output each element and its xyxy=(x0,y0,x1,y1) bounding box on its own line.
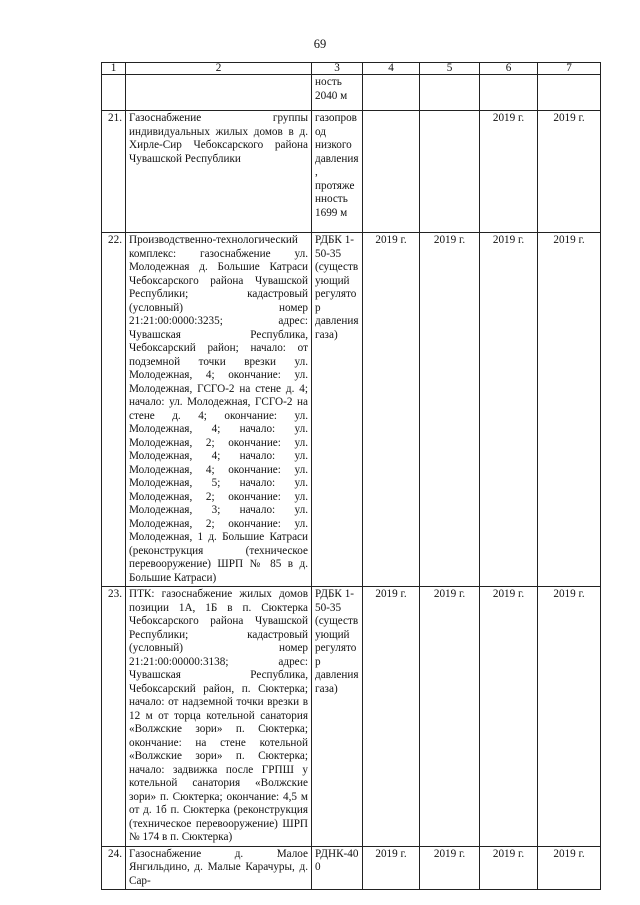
column-header: 6 xyxy=(480,63,538,75)
object-name: ПТК: газоснабжение жилых домов позиции 1А, 1Б в п. Сюктерка Чебоксарского района Чувашской Республики; кадастровый (условный) номер 21:21:00:00000:3138; адрес: Чувашская Республика, Чебоксарский район, п. Сюктерка; начало: от надземной точки врезки в 12 м от торца котельной санатория «Волжские зори» п. Сюктерка; окончание: на стене котельной «Волжские зори» п. Сюктерка; начало: задвижка после ГРПШ у котельной санатория «Волжские зори» п. Сюктерка; окончание: 4,5 м от д. 1б п. Сюктерка (реконструкция (техническое перевооружение) ШРП № 174 в п. Сюктерка) xyxy=(126,587,312,847)
year-col-4: 2019 г. xyxy=(363,846,420,890)
year-col-7 xyxy=(538,75,601,111)
year-col-4: 2019 г. xyxy=(363,587,420,847)
object-spec: газопровод низкого давления, протяженность 1699 м xyxy=(312,111,363,233)
table-header-row xyxy=(102,63,601,75)
row-number: 23. xyxy=(102,587,126,847)
table-body xyxy=(102,63,601,890)
year-col-7: 2019 г. xyxy=(538,587,601,847)
year-col-5: 2019 г. xyxy=(420,587,480,847)
table-row xyxy=(102,111,601,233)
year-col-6 xyxy=(480,75,538,111)
data-table xyxy=(101,62,601,890)
row-number: 21. xyxy=(102,111,126,233)
year-col-5 xyxy=(420,111,480,233)
row-number xyxy=(102,75,126,111)
table-row xyxy=(102,846,601,890)
column-header: 4 xyxy=(363,63,420,75)
column-header: 5 xyxy=(420,63,480,75)
year-col-5: 2019 г. xyxy=(420,233,480,587)
year-col-5: 2019 г. xyxy=(420,846,480,890)
column-header: 2 xyxy=(126,63,312,75)
object-spec: ность 2040 м xyxy=(312,75,363,111)
column-header: 1 xyxy=(102,63,126,75)
page-number: 69 xyxy=(313,37,327,51)
object-name: Газоснабжение группы индивидуальных жилых домов в д. Хирле-Сир Чебоксарского района Чувашской Республики xyxy=(126,111,312,233)
object-name: Производственно-технологический комплекс: газоснабжение ул. Молодежная д. Большие Катраси Чебоксарского района Чувашской Республики; кадастровый (условный) номер 21:21:00:0000:3235; адрес: Чувашская Республика, Чебоксарский район; начало: от подземной точки врезки ул. Молодежная, 4; окончание: ул. Молодежная, ГСГО-2 на стене д. 4; начало: ул. Молодежная, ГСГО-2 на стене д. 4; окончание: ул. Молодежная, 4; начало: ул. Молодежная, 2; окончание: ул. Молодежная, 4; начало: ул. Молодежная, 4; окончание: ул. Молодежная, 5; начало: ул. Молодежная, 2; окончание: ул. Молодежная, 3; начало: ул. Молодежная, 2; окончание: ул. Молодежная, 1 д. Большие Катраси (реконструкция (техническое перевооружение) ШРП № 85 в д. Большие Катраси) xyxy=(126,233,312,587)
row-number: 24. xyxy=(102,846,126,890)
column-header: 3 xyxy=(312,63,363,75)
object-name xyxy=(126,75,312,111)
object-name: Газоснабжение д. Малое Янгильдино, д. Малые Карачуры, д. Сар- xyxy=(126,846,312,890)
row-number: 22. xyxy=(102,233,126,587)
object-spec: РДБК 1-50-35 (существующий регулятор давления газа) xyxy=(312,587,363,847)
year-col-6: 2019 г. xyxy=(480,233,538,587)
year-col-6: 2019 г. xyxy=(480,111,538,233)
year-col-6: 2019 г. xyxy=(480,587,538,847)
year-col-4 xyxy=(363,75,420,111)
year-col-6: 2019 г. xyxy=(480,846,538,890)
column-header: 7 xyxy=(538,63,601,75)
table-row xyxy=(102,587,601,847)
year-col-7: 2019 г. xyxy=(538,846,601,890)
year-col-5 xyxy=(420,75,480,111)
year-col-7: 2019 г. xyxy=(538,111,601,233)
year-col-7: 2019 г. xyxy=(538,233,601,587)
year-col-4 xyxy=(363,111,420,233)
year-col-4: 2019 г. xyxy=(363,233,420,587)
object-spec: РДНК-400 xyxy=(312,846,363,890)
table-row xyxy=(102,75,601,111)
object-spec: РДБК 1-50-35 (существующий регулятор давления газа) xyxy=(312,233,363,587)
table-row xyxy=(102,233,601,587)
